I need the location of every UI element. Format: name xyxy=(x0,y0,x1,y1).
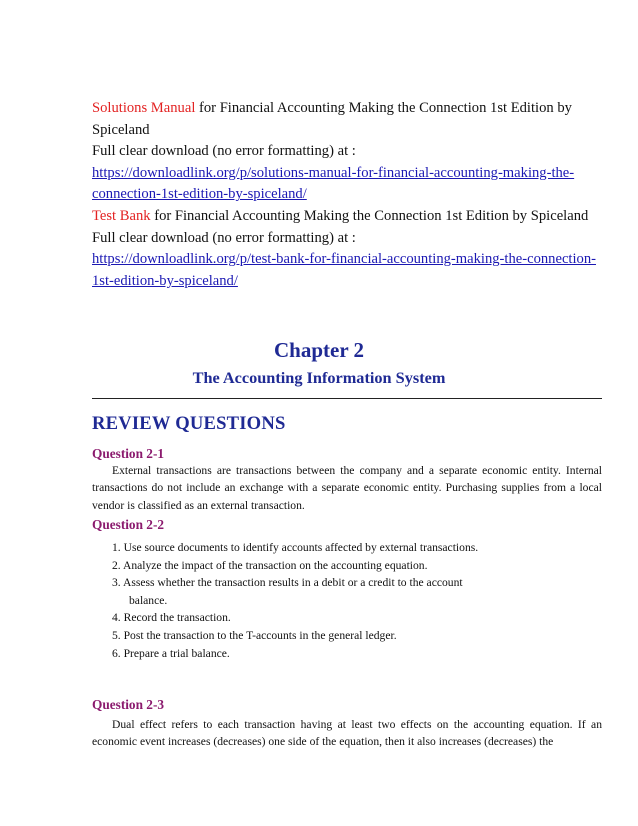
test-bank-title: for Financial Accounting Making the Connection 1st Edition by Spiceland xyxy=(150,207,589,224)
solutions-download-note: Full clear download (no error formatting) at : xyxy=(92,143,356,160)
list-item-continuation: balance. xyxy=(129,593,168,607)
accounting-steps-list xyxy=(112,539,602,662)
horizontal-rule xyxy=(92,398,602,399)
download-notice xyxy=(92,98,612,292)
solutions-manual-link[interactable]: https://downloadlink.org/p/solutions-manual-for-financial-accounting-making-the-connection-1st-edition-by-spiceland/ xyxy=(92,164,575,203)
test-bank-label: Test Bank xyxy=(92,207,151,224)
question-2-3-answer: Dual effect refers to each transaction having at least two effects on the accounting equation. If an economic event increases (decreases) one side of the equation, then it also increases (decreases) the xyxy=(92,718,602,749)
list-item: 5. Post the transaction to the T-accounts in the general ledger. xyxy=(112,628,397,642)
solutions-manual-label: Solutions Manual xyxy=(92,100,196,116)
question-2-1-heading: Question 2-1 xyxy=(92,446,165,461)
chapter-title: Chapter 2 xyxy=(273,338,365,362)
question-2-3-heading: Question 2-3 xyxy=(92,697,165,712)
test-bank-download-note: Full clear download (no error formatting) at : xyxy=(92,229,356,246)
list-item: 1. Use source documents to identify accounts affected by external transactions. xyxy=(112,541,479,554)
solutions-manual-title: for Financial Accounting Making the Connection 1st Edition by Spiceland xyxy=(92,100,572,138)
test-bank-line xyxy=(92,206,612,228)
list-item: 4. Record the transaction. xyxy=(112,611,231,625)
question-2-2-heading: Question 2-2 xyxy=(92,517,165,532)
list-item xyxy=(112,574,602,609)
list-item: 6. Prepare a trial balance. xyxy=(112,646,230,660)
solutions-manual-line xyxy=(92,98,612,141)
section-heading: REVIEW QUESTIONS xyxy=(92,413,286,434)
list-item: 2. Analyze the impact of the transaction on the accounting equation. xyxy=(112,558,428,572)
question-2-1-answer: External transactions are transactions between the company and a separate economic entity. Internal transactions do not include an exchange with a separate economic entity. Purchasing supplies from a local vendor is classified as an external transaction. xyxy=(92,464,602,512)
test-bank-link[interactable]: https://downloadlink.org/p/test-bank-for-financial-accounting-making-the-connection-1st-edition-by-spiceland/ xyxy=(92,251,596,289)
chapter-subtitle: The Accounting Information System xyxy=(192,368,446,387)
list-item-text: 3. Assess whether the transaction results in a debit or a credit to the account xyxy=(112,576,463,590)
